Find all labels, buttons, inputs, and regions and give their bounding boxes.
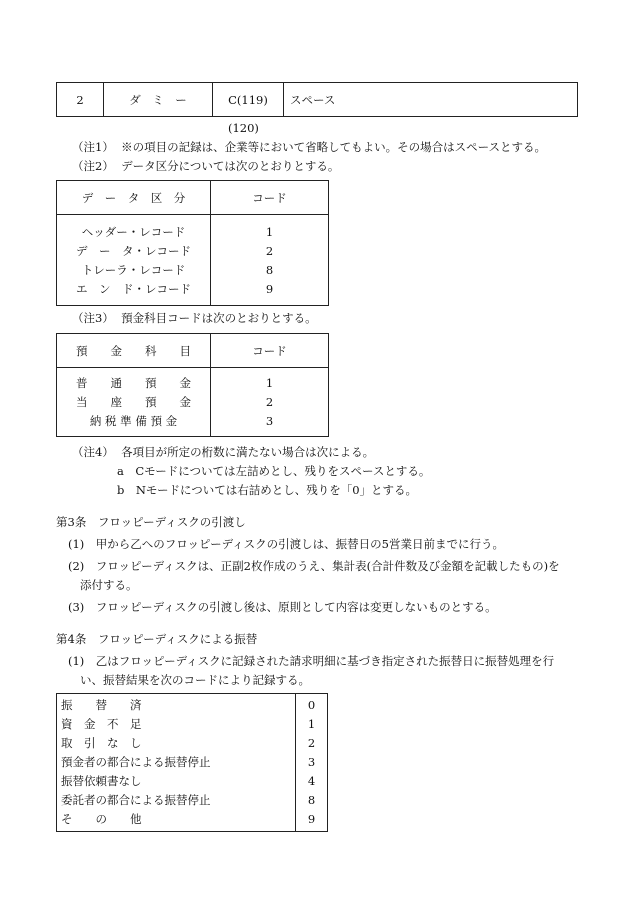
list-item: 0 [307,698,316,712]
note-1-text: ※の項目の記録は、企業等において省略してもよい。その場合はスペースとする。 [121,140,547,154]
note-4-b: b Nモードについては右詰めとし、残りを「0」とする。 [117,483,418,497]
list-item: 振替依頼書なし [61,774,142,788]
list-item: デ ー タ・レコード [76,244,191,258]
list-item: トレーラ・レコード [81,263,186,277]
yokin-kamoku-table [56,333,329,437]
code-header: コード [211,181,329,215]
attribute: C(119) [213,83,284,117]
list-item: 2 [265,244,274,258]
note-2 [72,157,339,175]
list-item: 4 [307,774,316,788]
article-4-title: 第4条 フロッピーディスクによる振替 [56,632,258,646]
list-item: 預金者の都合による振替停止 [61,755,211,769]
list-item: 納 税 準 備 預 金 [89,414,178,428]
note-3-text: 預金科目コードは次のとおりとする。 [121,311,317,325]
article-3-p2-cont: 添付する。 [80,578,138,592]
data-kubun-table [56,180,329,306]
item-name: ダ ミ ー [104,83,213,117]
article-3-p1: (1) 甲から乙へのフロッピーディスクの引渡しは、振替日の5営業日前までに行う。 [68,537,504,551]
list-item: 8 [307,793,316,807]
list-item: 普 通 預 金 [76,376,191,390]
top-record-table [56,82,578,117]
article-4-p1-cont: い、振替結果を次のコードにより記録する。 [80,673,310,687]
yokin-kamoku-header: 預 金 科 目 [57,334,211,368]
result-names [57,694,296,832]
total-length: (120) [228,121,259,135]
list-item: そ の 他 [61,812,142,826]
list-item: 3 [307,755,316,769]
data-kubun-header: デ ー タ 区 分 [57,181,211,215]
yokin-names [57,368,211,437]
list-item: 振 替 済 [61,698,142,712]
list-item: 1 [307,717,316,731]
code-header: コード [211,334,329,368]
data-kubun-codes [211,215,329,306]
list-item: 2 [307,736,316,750]
note-4-text: 各項目が所定の桁数に満たない場合は次による。 [121,445,375,459]
article-4-p1: (1) 乙はフロッピーディスクに記録された請求明細に基づき指定された振替日に振替処理を行 [68,654,555,668]
note-2-text: データ区分については次のとおりとする。 [121,159,340,173]
yokin-codes [211,368,329,437]
note-3-label: （注3） [72,311,114,325]
note-1-label: （注1） [72,140,114,154]
note-2-label: （注2） [72,159,114,173]
list-item: 資 金 不 足 [61,717,142,731]
list-item: 1 [265,225,274,239]
note-4-label: （注4） [72,445,114,459]
article-3-p2: (2) フロッピーディスクは、正副2枚作成のうえ、集計表(合計件数及び金額を記載したもの)を [68,559,560,573]
list-item: 当 座 預 金 [76,395,191,409]
article-3-p3: (3) フロッピーディスクの引渡し後は、原則として内容は変更しないものとする。 [68,600,497,614]
result-code-table [56,693,328,832]
list-item: 委託者の都合による振替停止 [61,793,211,807]
list-item: 8 [265,263,274,277]
row-number: 2 [57,83,104,117]
note-4-a: a Cモードについては左詰めとし、残りをスペースとする。 [117,464,431,478]
list-item: 2 [265,395,274,409]
list-item: 1 [265,376,274,390]
list-item: 9 [307,812,316,826]
list-item: ヘッダー・レコード [81,225,186,239]
list-item: 3 [265,414,274,428]
result-codes [296,694,328,832]
list-item: 9 [265,282,274,296]
list-item: 取 引 な し [61,736,142,750]
article-3-title: 第3条 フロッピーディスクの引渡し [56,515,246,529]
content: スペース [284,83,578,117]
note-3 [72,309,317,327]
list-item: エ ン ド・レコード [76,282,191,296]
data-kubun-names [57,215,211,306]
note-4 [72,443,374,461]
note-1 [72,138,546,156]
